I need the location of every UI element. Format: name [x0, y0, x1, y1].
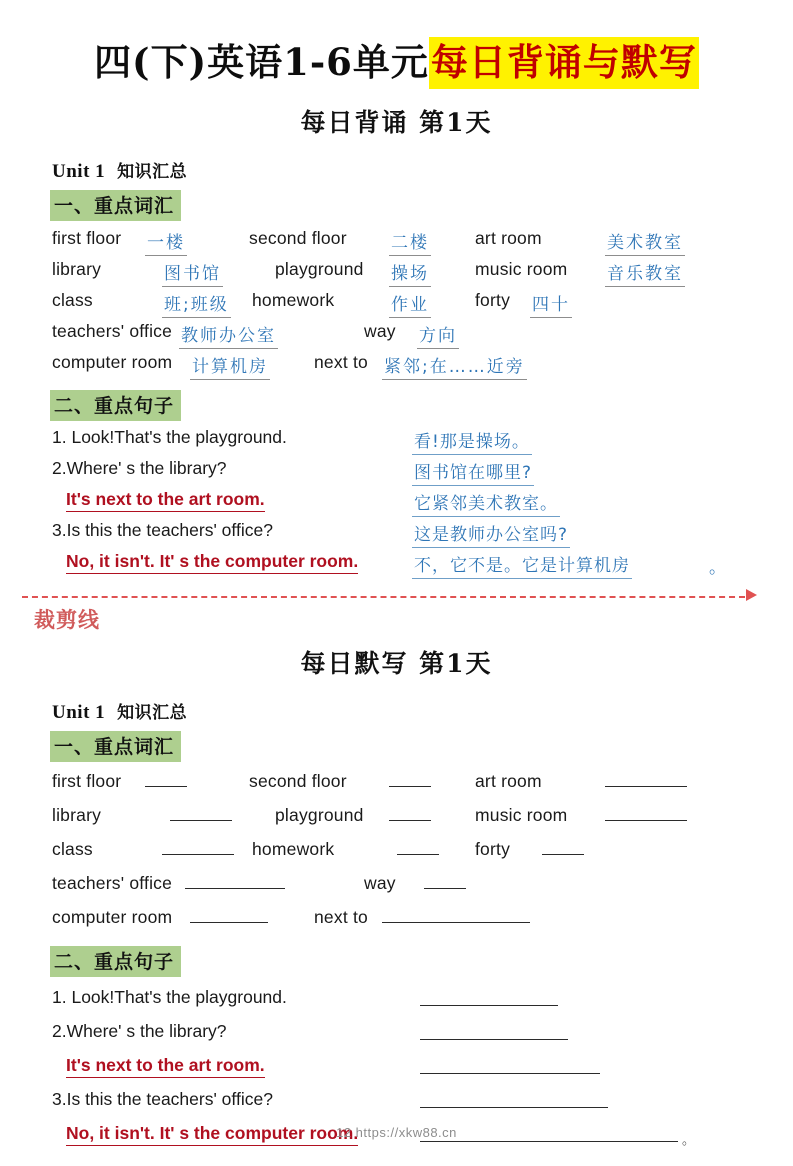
page-title: [46, 40, 747, 84]
sentence-english: 1. Look!That's the playground.: [52, 427, 287, 447]
cut-line-label: 裁剪线: [34, 607, 100, 632]
vocab-blank[interactable]: [190, 907, 268, 925]
vocab-row: [52, 905, 747, 939]
sentence-chinese: 不，它不是。它是计算机房: [412, 551, 632, 579]
sentence-trailing-mark: 。: [682, 1133, 696, 1148]
dictation-unit-label: Unit 1: [52, 702, 106, 723]
sentence-row: [52, 1021, 747, 1055]
vocab-answer: 班;班级: [162, 290, 231, 318]
sentence-row: [52, 520, 747, 551]
vocab-blank[interactable]: [170, 805, 232, 823]
sentence-english: 2.Where' s the library?: [52, 1021, 227, 1041]
vocab-term: library: [52, 805, 102, 825]
sentence-english-answer: No, it isn't. It' s the computer room.: [66, 1123, 358, 1146]
vocab-term: art room: [475, 228, 542, 248]
vocab-answer: 图书馆: [162, 259, 223, 287]
vocab-blank[interactable]: [185, 873, 285, 891]
vocab-answer: 操场: [389, 259, 431, 287]
vocab-term: second floor: [249, 228, 347, 248]
vocab-term: way: [364, 873, 396, 893]
vocab-blank[interactable]: [382, 907, 530, 925]
vocab-answer: 美术教室: [605, 228, 685, 256]
vocab-answer: 四十: [530, 290, 572, 318]
vocab-term: computer room: [52, 352, 173, 372]
vocab-term: music room: [475, 259, 568, 279]
vocab-answer: 音乐教室: [605, 259, 685, 287]
vocab-term: first floor: [52, 228, 122, 248]
vocab-term: teachers' office: [52, 873, 173, 893]
vocab-row: [52, 871, 747, 905]
vocab-term: teachers' office: [52, 321, 173, 341]
sentence-row: [52, 427, 747, 458]
cut-line-arrow-icon: [746, 589, 757, 601]
recite-vocab-list: [52, 228, 747, 383]
dictation-unit-cn: 知识汇总: [117, 703, 188, 723]
vocab-term: class: [52, 839, 93, 859]
vocab-blank[interactable]: [145, 771, 187, 789]
vocab-term: forty: [475, 290, 511, 310]
sentence-english-answer: No, it isn't. It' s the computer room.: [66, 551, 358, 574]
sentence-row: [52, 987, 747, 1021]
sentence-blank[interactable]: [420, 990, 558, 1006]
recite-sentence-heading: 二、重点句子: [50, 390, 181, 421]
recite-unit-cn: 知识汇总: [117, 162, 188, 182]
vocab-term: computer room: [52, 907, 173, 927]
sentence-english-answer: It's next to the art room.: [66, 489, 265, 512]
dictation-day-title: 每日默写 第1天: [300, 649, 493, 678]
vocab-answer: 教师办公室: [179, 321, 278, 349]
vocab-answer: 一楼: [145, 228, 187, 256]
sentence-row: [52, 489, 747, 520]
vocab-term: art room: [475, 771, 542, 791]
vocab-row: [52, 228, 747, 259]
worksheet-page: [0, 40, 793, 1166]
vocab-blank[interactable]: [424, 873, 466, 891]
vocab-answer: 作业: [389, 290, 431, 318]
vocab-term: second floor: [249, 771, 347, 791]
dictation-vocab-heading: 一、重点词汇: [50, 731, 181, 762]
cut-line-dashes: [22, 596, 745, 598]
vocab-row: [52, 837, 747, 871]
title-highlighted-part: 每日背诵与默写: [429, 37, 699, 89]
vocab-term: next to: [314, 352, 368, 372]
sentence-chinese-tail: 。: [709, 558, 727, 578]
vocab-term: next to: [314, 907, 368, 927]
vocab-blank[interactable]: [605, 805, 687, 823]
sentence-english: 3.Is this the teachers' office?: [52, 1089, 273, 1109]
sentence-blank[interactable]: [420, 1092, 608, 1108]
dictation-unit-heading: [52, 698, 747, 724]
vocab-blank[interactable]: [162, 839, 234, 857]
vocab-row: [52, 352, 747, 383]
vocab-term: class: [52, 290, 93, 310]
sentence-english: 2.Where' s the library?: [52, 458, 227, 478]
sentence-english: 3.Is this the teachers' office?: [52, 520, 273, 540]
vocab-term: homework: [252, 839, 335, 859]
vocab-row: [52, 290, 747, 321]
vocab-blank[interactable]: [389, 771, 431, 789]
dictation-vocab-list: [52, 769, 747, 939]
vocab-answer: 计算机房: [190, 352, 270, 380]
vocab-term: library: [52, 259, 102, 279]
title-plain-part: 四(下)英语1-6单元: [94, 40, 429, 84]
sentence-blank[interactable]: [420, 1058, 600, 1074]
vocab-blank[interactable]: [605, 771, 687, 789]
vocab-term: music room: [475, 805, 568, 825]
recite-vocab-heading: 一、重点词汇: [50, 190, 181, 221]
vocab-answer: 方向: [417, 321, 459, 349]
sentence-chinese: 图书馆在哪里?: [412, 458, 534, 486]
dictation-sentence-heading: 二、重点句子: [50, 946, 181, 977]
vocab-term: forty: [475, 839, 511, 859]
vocab-blank[interactable]: [397, 839, 439, 857]
vocab-term: way: [364, 321, 396, 341]
vocab-term: playground: [275, 259, 364, 279]
sentence-row: [52, 1055, 747, 1089]
footer-watermark: 12 https://xkw88.cn: [336, 1125, 457, 1140]
vocab-row: [52, 259, 747, 290]
sentence-row: [52, 458, 747, 489]
vocab-blank[interactable]: [389, 805, 431, 823]
vocab-term: playground: [275, 805, 364, 825]
vocab-row: [52, 769, 747, 803]
sentence-row: [52, 1089, 747, 1123]
sentence-chinese: 这是教师办公室吗?: [412, 520, 570, 548]
vocab-term: first floor: [52, 771, 122, 791]
sentence-row: [52, 551, 747, 582]
recite-sentence-list: [52, 427, 747, 582]
sentence-english-answer: It's next to the art room.: [66, 1055, 265, 1078]
vocab-answer: 二楼: [389, 228, 431, 256]
sentence-english: 1. Look!That's the playground.: [52, 987, 287, 1007]
recite-unit-heading: [52, 157, 747, 183]
vocab-term: homework: [252, 290, 335, 310]
recite-unit-label: Unit 1: [52, 161, 106, 182]
sentence-blank[interactable]: [420, 1024, 568, 1040]
vocab-answer: 紧邻;在……近旁: [382, 352, 527, 380]
sentence-chinese: 它紧邻美术教室。: [412, 489, 560, 517]
sentence-chinese: 看!那是操场。: [412, 427, 532, 455]
recite-day-title: 每日背诵 第1天: [300, 108, 493, 137]
vocab-row: [52, 321, 747, 352]
vocab-blank[interactable]: [542, 839, 584, 857]
vocab-row: [52, 803, 747, 837]
cut-line-area: [34, 590, 747, 642]
